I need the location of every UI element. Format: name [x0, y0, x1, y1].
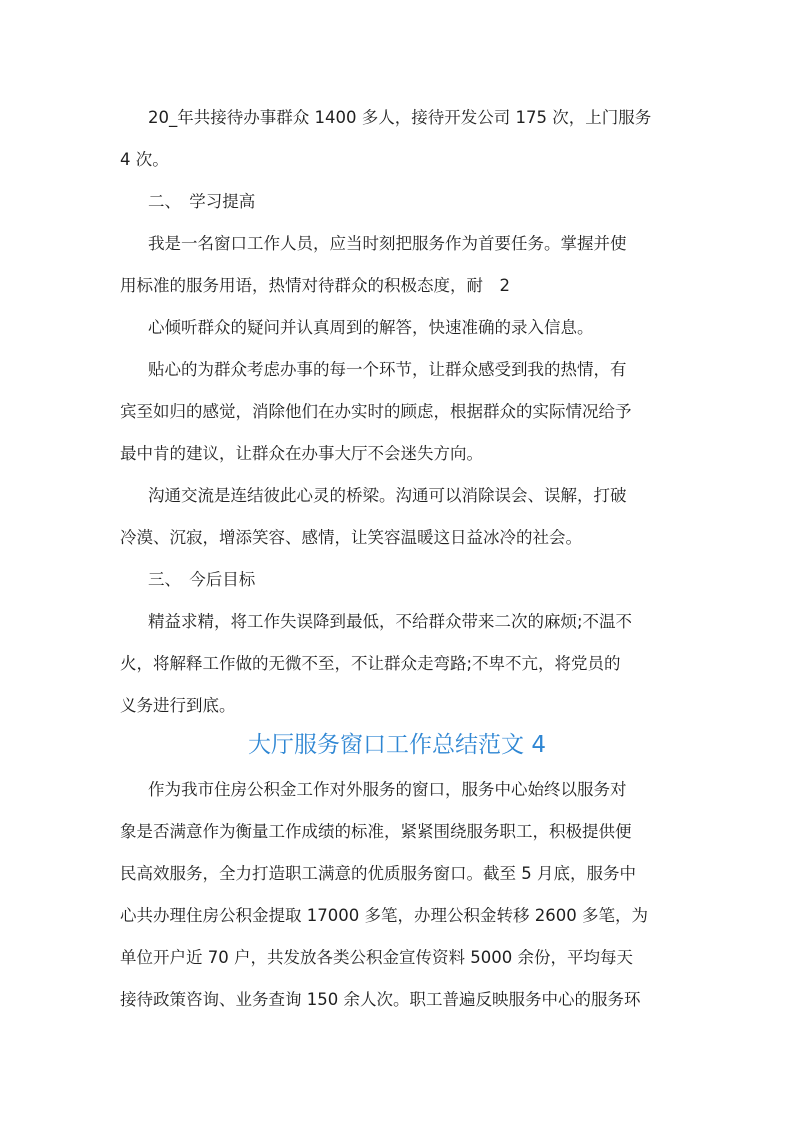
text-line: 沟通交流是连结彼此心灵的桥梁。沟通可以消除误会、误解，打破 [148, 486, 627, 505]
text-line: 冷漠、沉寂，增添笑容、感情，让笑容温暖这日益冰冷的社会。 [120, 528, 582, 547]
text-line: 作为我市住房公积金工作对外服务的窗口，服务中心始终以服务对 [148, 780, 627, 799]
article-heading: 大厅服务窗口工作总结范文 4 [248, 732, 546, 758]
section-title-goals: 三、 今后目标 [148, 570, 256, 589]
text-line: 火，将解释工作做的无微不至，不让群众走弯路;不卑不亢，将党员的 [120, 654, 621, 673]
section-title-study: 二、 学习提高 [148, 192, 256, 211]
text-line: 民高效服务，全力打造职工满意的优质服务窗口。截至 5 月底，服务中 [120, 864, 636, 883]
text-line: 单位开户近 70 户，共发放各类公积金宣传资料 5000 余份，平均每天 [120, 948, 633, 967]
text-line: 最中肯的建议，让群众在办事大厅不会迷失方向。 [120, 444, 483, 463]
text-line: 我是一名窗口工作人员，应当时刻把服务作为首要任务。掌握并使 [148, 234, 627, 253]
paragraph-listen: 心倾听群众的疑问并认真周到的解答，快速准确的录入信息。 [148, 318, 594, 337]
text-line: 贴心的为群众考虑办事的每一个环节，让群众感受到我的热情，有 [148, 360, 627, 379]
text-line: 用标准的服务用语，热情对待群众的积极态度，耐 2 [120, 276, 510, 295]
text-line: 心共办理住房公积金提取 17000 多笔，办理公积金转移 2600 多笔，为 [120, 906, 648, 925]
text-line: 精益求精，将工作失误降到最低，不给群众带来二次的麻烦;不温不 [148, 612, 633, 631]
text-line: 象是否满意作为衡量工作成绩的标准，紧紧围绕服务职工，积极提供便 [120, 822, 632, 841]
text-line: 义务进行到底。 [120, 696, 236, 715]
text-line: 宾至如归的感觉，消除他们在办实时的顾虑，根据群众的实际情况给予 [120, 402, 632, 421]
text-line: 接待政策咨询、业务查询 150 余人次。职工普遍反映服务中心的服务环 [120, 990, 641, 1009]
text-line: 20_年共接待办事群众 1400 多人，接待开发公司 175 次，上门服务 [148, 108, 652, 127]
text-line: 4 次。 [120, 150, 169, 169]
